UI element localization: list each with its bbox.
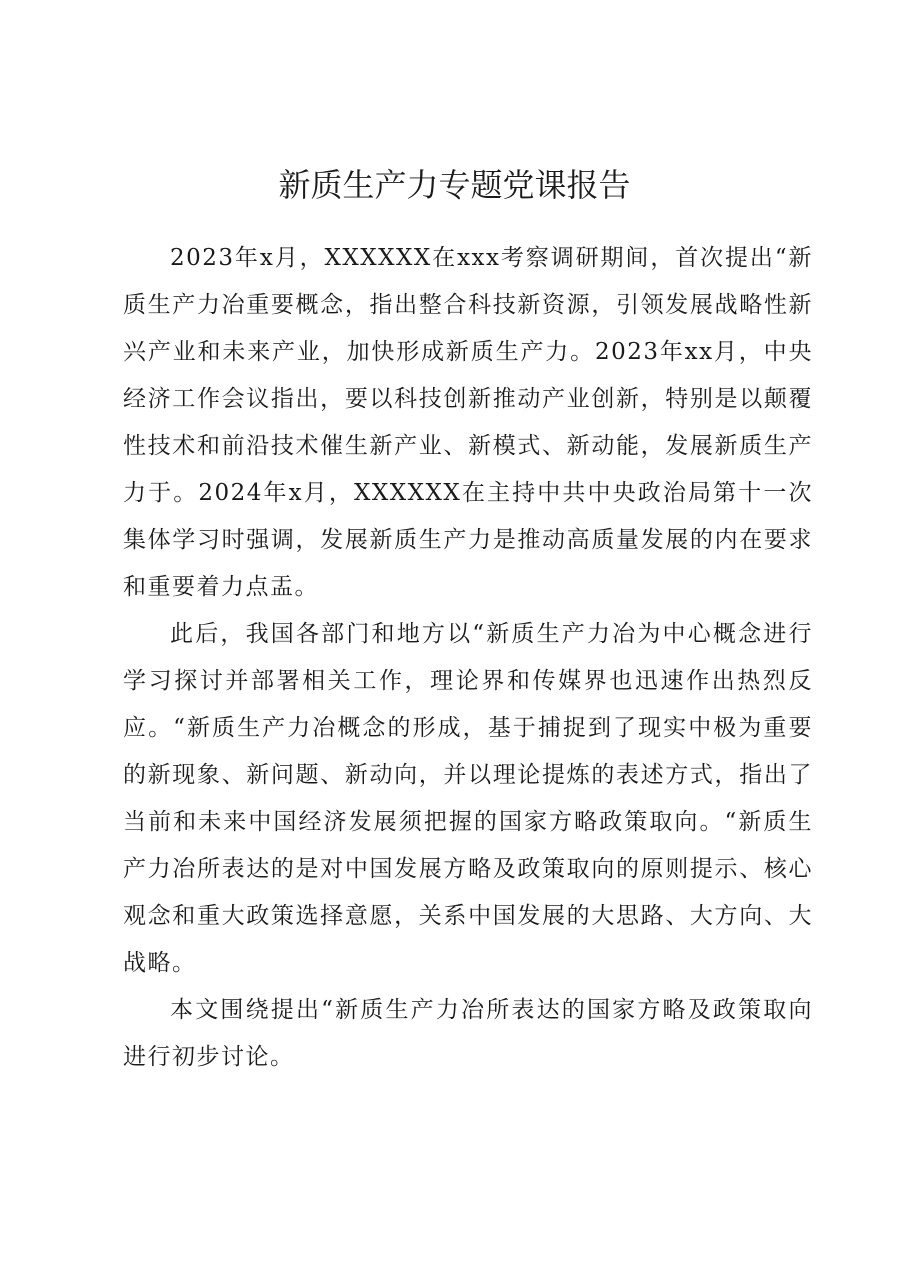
document-body [123, 235, 813, 1081]
document-title: 新质生产力专题党课报告 [278, 166, 631, 204]
paragraph-3: 本文围绕提出“新质生产力冶所表达的国家方略及政策取向进行初步讨论。 [123, 997, 813, 1070]
paragraph-2: 此后，我国各部门和地方以“新质生产力冶为中心概念进行学习探讨并部署相关工作，理论界和传媒界也迅速作出热烈反应。“新质生产力冶概念的形成，基于捕捉到了现实中极为重要的新现象、新问题、新动向，并以理论提炼的表述方式，指出了当前和未来中国经济发展须把握的国家方略政策取向。“新质生产力冶所表达的是对中国发展方略及政策取向的原则提示、核心观念和重大政策选择意愿，关系中国发展的大思路、大方向、大战略。 [123, 621, 813, 976]
paragraph-1: 2023年x月，XXXXXX在xxx考察调研期间，首次提出“新质生产力冶重要概念，指出整合科技新资源，引领发展战略性新兴产业和未来产业，加快形成新质生产力。2023年xx月，中央经济工作会议指出，要以科技创新推动产业创新，特别是以颠覆性技术和前沿技术催生新产业、新模式、新动能，发展新质生产力于。2024年x月，XXXXXX在主持中共中央政治局第十一次集体学习时强调，发展新质生产力是推动高质量发展的内在要求和重要着力点盂。 [123, 245, 813, 600]
